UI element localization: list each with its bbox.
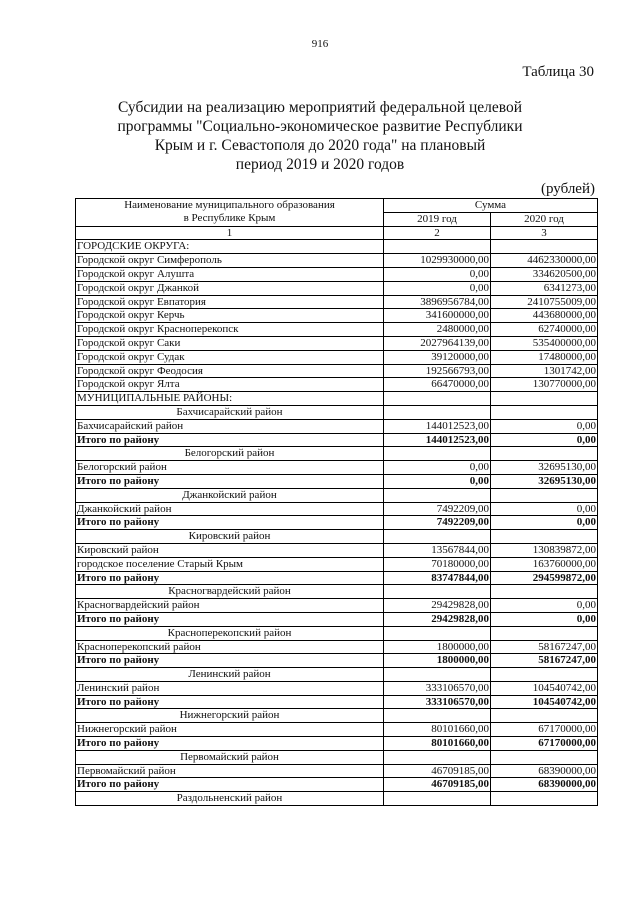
section-empty-2020 (491, 240, 598, 254)
value-2020: 32695130,00 (491, 461, 598, 475)
district-empty-2020 (491, 668, 598, 682)
value-2019: 2027964139,00 (384, 336, 491, 350)
district-empty-2020 (491, 585, 598, 599)
district-empty-2019 (384, 668, 491, 682)
total-row (76, 433, 598, 447)
row-name: Городской округ Ялта (76, 378, 384, 392)
value-2020: 130770000,00 (491, 378, 598, 392)
value-2020: 535400000,00 (491, 336, 598, 350)
value-2020: 0,00 (491, 433, 598, 447)
row-name: Городской округ Симферополь (76, 254, 384, 268)
row-name: Красногвардейский район (76, 599, 384, 613)
value-2020: 104540742,00 (491, 681, 598, 695)
value-2019: 39120000,00 (384, 350, 491, 364)
value-2019: 341600000,00 (384, 309, 491, 323)
row-name: Городской округ Джанкой (76, 281, 384, 295)
header-name-line1: Наименование муниципального образования (124, 199, 335, 212)
district-header-row (76, 447, 598, 461)
value-2019: 7492209,00 (384, 516, 491, 530)
value-2019: 333106570,00 (384, 695, 491, 709)
row-name: Итого по району (76, 612, 384, 626)
value-2020: 163760000,00 (491, 557, 598, 571)
value-2020: 294599872,00 (491, 571, 598, 585)
value-2020: 67170000,00 (491, 723, 598, 737)
row-name: Итого по району (76, 474, 384, 488)
table-label: Таблица 30 (522, 64, 594, 80)
district-header-row (76, 488, 598, 502)
row-name: Городской округ Евпатория (76, 295, 384, 309)
district-empty-2019 (384, 405, 491, 419)
section-label: МУНИЦИПАЛЬНЫЕ РАЙОНЫ: (76, 392, 384, 406)
value-2019: 80101660,00 (384, 737, 491, 751)
header-sum-cell: Сумма (384, 199, 598, 213)
value-2020: 443680000,00 (491, 309, 598, 323)
header-year-2019: 2019 год (384, 212, 491, 226)
value-2019: 13567844,00 (384, 543, 491, 557)
table-row (76, 350, 598, 364)
district-header-row (76, 792, 598, 806)
district-header-label: Джанкойский район (76, 488, 384, 502)
column-number-2: 2 (384, 226, 491, 240)
value-2020: 17480000,00 (491, 350, 598, 364)
district-empty-2020 (491, 488, 598, 502)
table-row (76, 599, 598, 613)
value-2019: 0,00 (384, 474, 491, 488)
table-row (76, 764, 598, 778)
district-header-row (76, 530, 598, 544)
district-header-label: Кировский район (76, 530, 384, 544)
value-2019: 70180000,00 (384, 557, 491, 571)
table-row (76, 723, 598, 737)
value-2019: 144012523,00 (384, 433, 491, 447)
district-empty-2019 (384, 626, 491, 640)
header-name-line2: в Республике Крым (183, 212, 276, 225)
table-row (76, 267, 598, 281)
row-name: Кировский район (76, 543, 384, 557)
row-name: Итого по району (76, 695, 384, 709)
district-header-label: Первомайский район (76, 750, 384, 764)
value-2020: 6341273,00 (491, 281, 598, 295)
row-name: Итого по району (76, 433, 384, 447)
total-row (76, 474, 598, 488)
value-2020: 0,00 (491, 599, 598, 613)
row-name: Нижнегорский район (76, 723, 384, 737)
total-row (76, 654, 598, 668)
total-row (76, 737, 598, 751)
row-name: Итого по району (76, 778, 384, 792)
title-line: период 2019 и 2020 годов (235, 156, 405, 173)
value-2019: 333106570,00 (384, 681, 491, 695)
value-2020: 58167247,00 (491, 640, 598, 654)
row-name: Первомайский район (76, 764, 384, 778)
table-row (76, 461, 598, 475)
value-2020: 334620500,00 (491, 267, 598, 281)
district-empty-2019 (384, 488, 491, 502)
district-empty-2020 (491, 709, 598, 723)
table-body (76, 240, 598, 806)
district-header-label: Бахчисарайский район (76, 405, 384, 419)
value-2019: 0,00 (384, 461, 491, 475)
district-empty-2020 (491, 626, 598, 640)
page-number: 916 (311, 38, 329, 50)
row-name: Городской округ Керчь (76, 309, 384, 323)
value-2020: 0,00 (491, 516, 598, 530)
row-name: Бахчисарайский район (76, 419, 384, 433)
row-name: Ленинский район (76, 681, 384, 695)
value-2019: 1800000,00 (384, 640, 491, 654)
document-title (80, 98, 560, 174)
district-empty-2020 (491, 792, 598, 806)
value-2019: 46709185,00 (384, 778, 491, 792)
row-name: Белогорский район (76, 461, 384, 475)
section-empty-2019 (384, 392, 491, 406)
row-name: Итого по району (76, 737, 384, 751)
row-name: Итого по району (76, 571, 384, 585)
district-empty-2019 (384, 585, 491, 599)
value-2019: 1800000,00 (384, 654, 491, 668)
value-2019: 3896956784,00 (384, 295, 491, 309)
row-name: Городской округ Судак (76, 350, 384, 364)
total-row (76, 612, 598, 626)
table-row (76, 364, 598, 378)
table-row (76, 419, 598, 433)
value-2020: 1301742,00 (491, 364, 598, 378)
header-row (76, 199, 598, 213)
section-label: ГОРОДСКИЕ ОКРУГА: (76, 240, 384, 254)
table-row (76, 281, 598, 295)
row-name: городское поселение Старый Крым (76, 557, 384, 571)
table-row (76, 309, 598, 323)
table-row (76, 557, 598, 571)
district-header-label: Красноперекопский район (76, 626, 384, 640)
section-row (76, 240, 598, 254)
currency-unit: (рублей) (540, 181, 595, 197)
district-header-label: Ленинский район (76, 668, 384, 682)
value-2019: 2480000,00 (384, 323, 491, 337)
column-number-1: 1 (76, 226, 384, 240)
value-2019: 83747844,00 (384, 571, 491, 585)
district-empty-2019 (384, 447, 491, 461)
value-2020: 32695130,00 (491, 474, 598, 488)
table-row (76, 295, 598, 309)
district-header-label: Белогорский район (76, 447, 384, 461)
table-row (76, 502, 598, 516)
district-empty-2020 (491, 530, 598, 544)
district-empty-2020 (491, 447, 598, 461)
subsidy-table (75, 198, 598, 806)
value-2019: 1029930000,00 (384, 254, 491, 268)
district-header-row (76, 750, 598, 764)
table-row (76, 323, 598, 337)
value-2020: 0,00 (491, 419, 598, 433)
district-empty-2019 (384, 530, 491, 544)
value-2020: 130839872,00 (491, 543, 598, 557)
table-row (76, 640, 598, 654)
section-empty-2019 (384, 240, 491, 254)
value-2020: 68390000,00 (491, 778, 598, 792)
value-2020: 4462330000,00 (491, 254, 598, 268)
row-name: Городской округ Красноперекопск (76, 323, 384, 337)
title-line: Субсидии на реализацию мероприятий федеральной целевой (117, 99, 523, 116)
table-row (76, 336, 598, 350)
total-row (76, 516, 598, 530)
header-year-2020: 2020 год (491, 212, 598, 226)
value-2019: 29429828,00 (384, 612, 491, 626)
row-name: Итого по району (76, 654, 384, 668)
value-2019: 0,00 (384, 281, 491, 295)
district-empty-2020 (491, 750, 598, 764)
value-2019: 29429828,00 (384, 599, 491, 613)
table-row (76, 681, 598, 695)
row-name: Городской округ Саки (76, 336, 384, 350)
row-name: Итого по району (76, 516, 384, 530)
table-row (76, 543, 598, 557)
section-empty-2020 (491, 392, 598, 406)
district-empty-2019 (384, 792, 491, 806)
district-header-row (76, 585, 598, 599)
value-2019: 80101660,00 (384, 723, 491, 737)
section-row (76, 392, 598, 406)
value-2019: 0,00 (384, 267, 491, 281)
value-2020: 2410755009,00 (491, 295, 598, 309)
district-header-label: Красногвардейский район (76, 585, 384, 599)
column-number-row (76, 226, 598, 240)
total-row (76, 571, 598, 585)
title-line: программы "Социально-экономическое развитие Республики (117, 118, 523, 135)
row-name: Городской округ Феодосия (76, 364, 384, 378)
district-header-label: Раздольненский район (76, 792, 384, 806)
value-2019: 66470000,00 (384, 378, 491, 392)
value-2020: 62740000,00 (491, 323, 598, 337)
table-row (76, 378, 598, 392)
district-header-row (76, 668, 598, 682)
header-name-cell (76, 199, 384, 227)
value-2019: 192566793,00 (384, 364, 491, 378)
value-2019: 46709185,00 (384, 764, 491, 778)
total-row (76, 778, 598, 792)
value-2020: 58167247,00 (491, 654, 598, 668)
district-header-row (76, 405, 598, 419)
value-2020: 0,00 (491, 502, 598, 516)
district-header-label: Нижнегорский район (76, 709, 384, 723)
column-number-3: 3 (491, 226, 598, 240)
district-empty-2019 (384, 709, 491, 723)
district-empty-2019 (384, 750, 491, 764)
value-2019: 7492209,00 (384, 502, 491, 516)
district-header-row (76, 626, 598, 640)
value-2019: 144012523,00 (384, 419, 491, 433)
total-row (76, 695, 598, 709)
row-name: Джанкойский район (76, 502, 384, 516)
value-2020: 104540742,00 (491, 695, 598, 709)
district-header-row (76, 709, 598, 723)
row-name: Городской округ Алушта (76, 267, 384, 281)
district-empty-2020 (491, 405, 598, 419)
row-name: Красноперекопский район (76, 640, 384, 654)
value-2020: 67170000,00 (491, 737, 598, 751)
value-2020: 0,00 (491, 612, 598, 626)
value-2020: 68390000,00 (491, 764, 598, 778)
table-row (76, 254, 598, 268)
title-line: Крым и г. Севастополя до 2020 года" на плановый (154, 137, 486, 154)
